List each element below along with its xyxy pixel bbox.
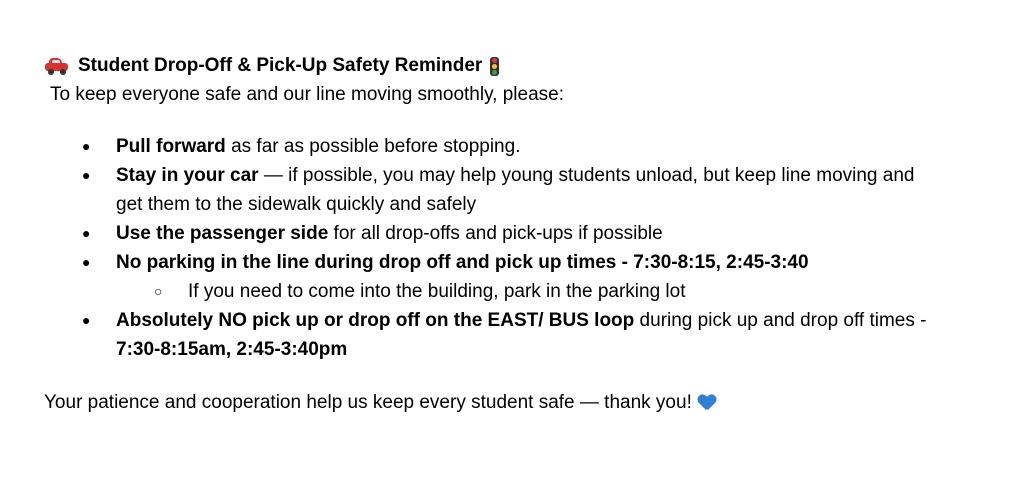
item-bold-times: 7:30-8:15am, 2:45-3:40pm: [116, 339, 348, 360]
bullet: ●: [82, 225, 91, 241]
bullet: ●: [82, 167, 91, 183]
bullet: ●: [82, 312, 91, 328]
item-text: as far as possible before stopping.: [225, 136, 521, 157]
item-bold: No parking in the line during drop off and pick up times - 7:30-8:15, 2:45-3:40: [116, 252, 809, 273]
sub-item-text: If you need to come into the building, park in the parking lot: [188, 281, 686, 302]
car-icon: [44, 57, 70, 75]
item-text: — if possible, you may help young students unload, but keep line moving and get them to the sidewalk quickly and safely: [116, 165, 915, 215]
blue-heart-icon: [698, 395, 716, 411]
item-text: for all drop-offs and pick-ups if possible: [328, 223, 663, 244]
list-item: [82, 306, 946, 364]
list-item: [82, 248, 946, 277]
item-bold: Absolutely NO pick up or drop off on the EAST/ BUS loop: [116, 310, 635, 331]
list-item: [82, 132, 946, 161]
traffic-light-icon: [490, 57, 499, 76]
sub-list-item: [82, 277, 994, 306]
item-bold: Pull forward: [116, 136, 226, 157]
list-item: [82, 219, 946, 248]
title-line: [44, 52, 994, 80]
document: [44, 52, 994, 417]
bullet: ●: [82, 254, 91, 270]
closing-text: Your patience and cooperation help us keep every student safe — thank you!: [44, 392, 692, 413]
closing-line: [44, 388, 994, 417]
item-bold: Stay in your car: [116, 165, 259, 186]
reminder-list: [82, 132, 994, 364]
bullet: ●: [82, 138, 91, 154]
list-item: [82, 161, 946, 219]
sub-bullet: ○: [154, 283, 163, 299]
item-text: during pick up and drop off times -: [634, 310, 927, 331]
intro-text: To keep everyone safe and our line moving smoothly, please:: [50, 84, 565, 105]
title-text: Student Drop-Off & Pick-Up Safety Reminder: [78, 55, 483, 76]
item-bold: Use the passenger side: [116, 223, 329, 244]
